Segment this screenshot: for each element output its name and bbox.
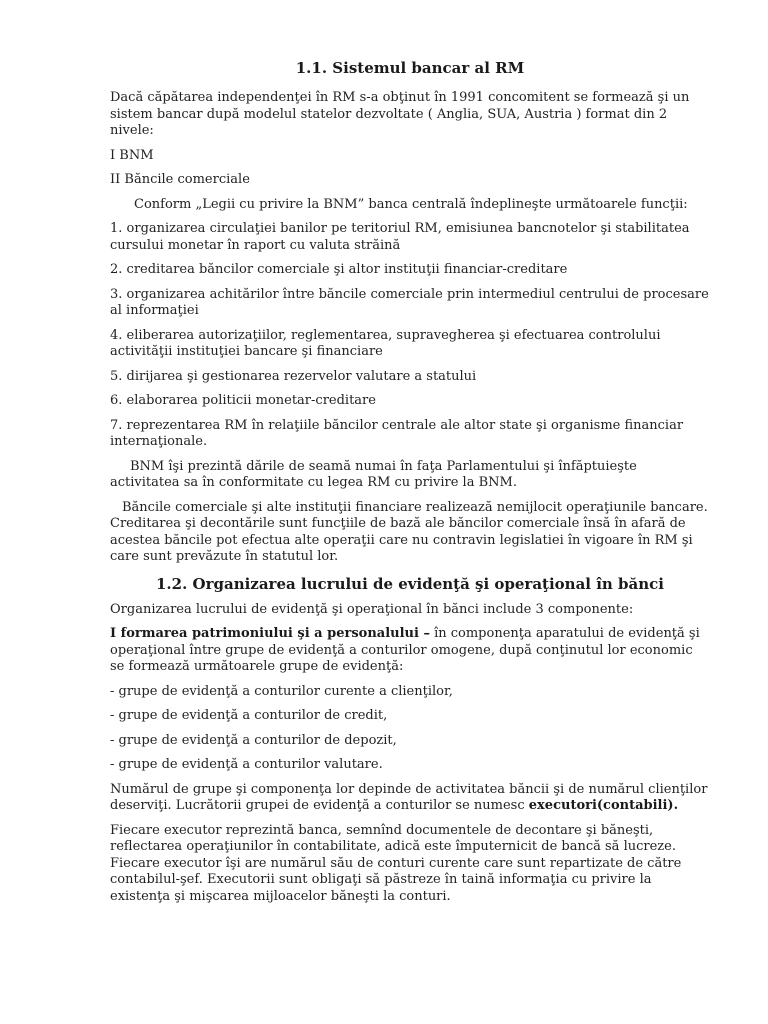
group-item: - grupe de evidenţă a conturilor de credit, — [110, 708, 388, 723]
executor-paragraph: Fiecare executor reprezintă banca, semnînd documentele de decontare şi băneşti, reflectarea operaţiunilor în contabilitate, adică este împuternicit de bancă să lucreze. Fiecare executor îşi are numărul său de conturi curente care sunt repartizate de către contabilul-şef. Executorii sunt obligaţi să păstreze în taină informaţia cu privire la existenţa şi mişcarea mijloacelor băneşti la conturi. — [110, 822, 682, 904]
function-item: 1. organizarea circulaţiei banilor pe teritoriul RM, emisiunea bancnotelor şi stabilitatea cursului monetar în raport cu valuta străină — [110, 221, 690, 253]
function-item: 5. dirijarea şi gestionarea rezervelor valutare a statului — [110, 368, 477, 384]
groups-count-text: Numărul de grupe şi componenţa lor depinde de activitatea băncii şi de numărul clienţilor deserviţi. Lucrătorii grupei de evidenţă a conturilor se numesc — [110, 781, 708, 813]
group-item: - grupe de evidenţă a conturilor curente a clienţilor, — [110, 683, 453, 699]
level-2: II Băncile comerciale — [110, 172, 250, 187]
component-1-heading: I formarea patrimoniului şi a personalului – — [110, 626, 430, 641]
component-1-text: în componenţa aparatului de evidenţă şi operaţional între grupe de evidenţă a conturilor omogene, după conţinutul lor economic se formează următoarele grupe de evidenţă: — [110, 626, 700, 674]
groups-count-paragraph — [110, 782, 710, 815]
component-1-paragraph — [110, 626, 710, 676]
function-item: 6. elaborarea politicii monetar-creditare — [110, 393, 376, 408]
commercial-banks-paragraph: Băncile comerciale şi alte instituţii financiare realizează nemijlocit operaţiunile bancare. Creditarea şi decontările sunt funcţiile de bază ale băncilor comerciale însă în afară de acestea băncile pot efectua alte operaţii care nu contravin legislatiei în vigoare în RM şi care sunt prevăzute în statutul lor. — [110, 499, 708, 564]
group-item: - grupe de evidenţă a conturilor de depozit, — [110, 732, 397, 748]
section-2-intro: Organizarea lucrului de evidenţă şi operaţional în bănci include 3 componente: — [110, 601, 634, 617]
executors-term: executori(contabili). — [528, 798, 679, 813]
document-page — [110, 58, 710, 913]
section-2-title: 1.2. Organizarea lucrului de evidenţă şi operaţional în bănci — [155, 574, 664, 593]
function-item: 4. eliberarea autorizaţiilor, reglementarea, supravegherea şi efectuarea controlului activităţii instituţiei bancare şi financiare — [110, 327, 661, 359]
level-1: I BNM — [110, 147, 154, 163]
group-item: - grupe de evidenţă a conturilor valutare. — [110, 757, 383, 772]
function-item: 2. creditarea băncilor comerciale şi altor instituţii financiar-creditare — [110, 262, 568, 277]
function-item: 3. organizarea achitărilor între băncile comerciale prin intermediul centrului de procesare al informaţiei — [110, 286, 709, 318]
section-1-title: 1.1. Sistemul bancar al RM — [295, 59, 525, 77]
section-1-intro: Dacă căpătarea independenţei în RM s-a obţinut în 1991 concomitent se formează şi un sistem bancar după modelul statelor dezvoltate ( Anglia, SUA, Austria ) format din 2 nivele: — [110, 90, 690, 138]
law-intro: Conform „Legii cu privire la BNM” banca centrală îndeplineşte următoarele funcţii: — [134, 196, 688, 212]
bnm-report-paragraph: BNM îşi prezintă dările de seamă numai în faţa Parlamentului şi înfăptuieşte activitatea sa în conformitate cu legea RM cu privire la BNM. — [110, 458, 637, 490]
function-item: 7. reprezentarea RM în relaţiile băncilor centrale ale altor state şi organisme financiar internaţionale. — [110, 417, 684, 449]
